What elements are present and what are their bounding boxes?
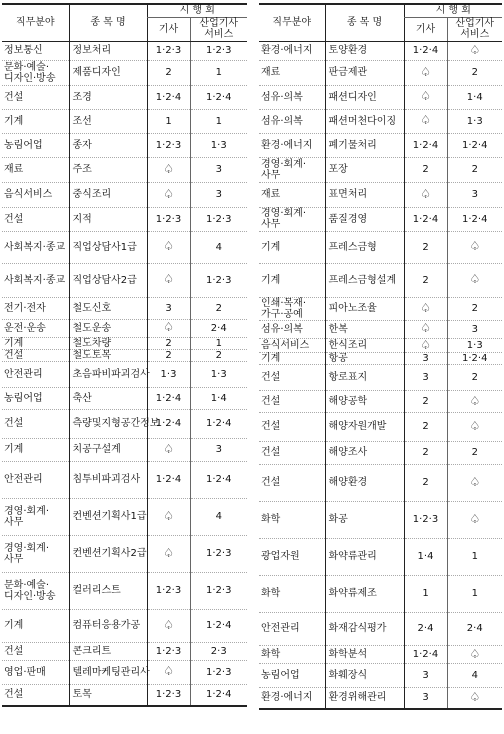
item-name-cell: 컬러리스트: [69, 572, 147, 609]
field-cell: 환경·에너지: [259, 41, 325, 60]
engineer-rounds-cell: 1·2·3: [147, 642, 190, 660]
engineer-rounds-cell: ♤: [147, 319, 190, 337]
engineer-rounds-cell: 1·2·4: [404, 645, 447, 663]
field-cell: 안전관리: [259, 612, 325, 645]
table-row: [259, 231, 502, 263]
industrial-rounds-cell: 1·2·3: [190, 207, 247, 231]
schedule-table-left: [2, 3, 247, 707]
engineer-rounds-cell: 1·4: [404, 538, 447, 575]
item-name-cell: 제품디자인: [69, 60, 147, 85]
field-cell: 기계: [2, 337, 69, 349]
field-cell: 문화·예술·디자인·방송: [2, 60, 69, 85]
field-cell: 안전관리: [2, 461, 69, 498]
engineer-rounds-cell: 2: [147, 60, 190, 85]
field-cell: 정보통신: [2, 41, 69, 60]
item-name-cell: 철도운송: [69, 319, 147, 337]
field-cell: 건설: [2, 409, 69, 438]
item-name-cell: 해양공학: [325, 390, 404, 412]
item-name-cell: 정보처리: [69, 41, 147, 60]
industrial-rounds-cell: 1: [190, 337, 247, 349]
item-name-cell: 화학분석: [325, 645, 404, 663]
table-row: [2, 297, 247, 319]
industrial-rounds-cell: 2·3: [190, 642, 247, 660]
industrial-rounds-cell: 2: [447, 364, 502, 390]
engineer-rounds-cell: ♤: [404, 320, 447, 338]
table-row: [259, 338, 502, 352]
table-row: [259, 390, 502, 412]
item-name-cell: 프레스금형: [325, 231, 404, 263]
item-name-cell: 철도차량: [69, 337, 147, 349]
item-name-cell: 텔레마케팅관리사: [69, 660, 147, 684]
engineer-rounds-cell: 1·2·3: [147, 41, 190, 60]
table-row: [259, 263, 502, 297]
item-name-cell: 치공구설계: [69, 438, 147, 461]
field-cell: 음식서비스: [259, 338, 325, 352]
field-cell: 섬유·의복: [259, 109, 325, 133]
engineer-rounds-cell: 1·3: [147, 361, 190, 387]
engineer-rounds-cell: ♤: [404, 182, 447, 207]
industrial-rounds-cell: 3: [190, 157, 247, 182]
engineer-rounds-cell: 1·2·4: [147, 387, 190, 409]
engineer-rounds-cell: ♤: [404, 297, 447, 320]
header-exam-round: 시 행 회: [147, 4, 247, 17]
table-row: [2, 157, 247, 182]
table-row: [259, 297, 502, 320]
field-cell: 경영·회계·사무: [2, 498, 69, 535]
table-row: [2, 498, 247, 535]
engineer-rounds-cell: ♤: [147, 660, 190, 684]
table-row: [259, 182, 502, 207]
item-name-cell: 토목: [69, 684, 147, 706]
table-row: [259, 364, 502, 390]
industrial-rounds-cell: 4: [190, 231, 247, 263]
table-row: [2, 409, 247, 438]
field-cell: 사회복지·종교: [2, 231, 69, 263]
item-name-cell: 화공: [325, 501, 404, 538]
industrial-rounds-cell: 1·2·4: [447, 352, 502, 364]
field-cell: 사회복지·종교: [2, 263, 69, 297]
item-name-cell: 표면처리: [325, 182, 404, 207]
field-cell: 기계: [2, 609, 69, 642]
engineer-rounds-cell: 1·2·3: [147, 684, 190, 706]
industrial-rounds-cell: 1·2·3: [190, 660, 247, 684]
industrial-rounds-cell: ♤: [447, 464, 502, 501]
table-row: [259, 645, 502, 663]
item-name-cell: 철도신호: [69, 297, 147, 319]
header-engineer: 기사: [404, 17, 447, 41]
engineer-rounds-cell: 2: [404, 231, 447, 263]
engineer-rounds-cell: 3: [404, 352, 447, 364]
engineer-rounds-cell: ♤: [147, 498, 190, 535]
field-cell: 재료: [259, 182, 325, 207]
engineer-rounds-cell: 1·2·4: [404, 133, 447, 157]
table-row: [259, 663, 502, 687]
industrial-rounds-cell: 2: [447, 60, 502, 85]
engineer-rounds-cell: 1·2·3: [147, 133, 190, 157]
item-name-cell: 초음파비파괴검사: [69, 361, 147, 387]
item-name-cell: 지적: [69, 207, 147, 231]
item-name-cell: 화약류관리: [325, 538, 404, 575]
field-cell: 경영·회계·사무: [259, 207, 325, 231]
industrial-rounds-cell: 1: [190, 109, 247, 133]
engineer-rounds-cell: 1·2·4: [147, 461, 190, 498]
engineer-rounds-cell: 1·2·4: [404, 41, 447, 60]
table-row: [259, 157, 502, 182]
field-cell: 건설: [2, 349, 69, 361]
industrial-rounds-cell: 1·3: [190, 361, 247, 387]
table-row: [2, 109, 247, 133]
table-row: [259, 441, 502, 464]
industrial-rounds-cell: 1·2·3: [190, 572, 247, 609]
table-row: [259, 612, 502, 645]
engineer-rounds-cell: ♤: [147, 438, 190, 461]
industrial-rounds-cell: 3: [190, 182, 247, 207]
table-row: [2, 319, 247, 337]
item-name-cell: 종자: [69, 133, 147, 157]
item-name-cell: 판금제관: [325, 60, 404, 85]
item-name-cell: 화재감식평가: [325, 612, 404, 645]
field-cell: 건설: [2, 642, 69, 660]
item-name-cell: 해양조사: [325, 441, 404, 464]
industrial-rounds-cell: ♤: [447, 390, 502, 412]
engineer-rounds-cell: ♤: [404, 85, 447, 109]
item-name-cell: 측량및지형공간정보: [69, 409, 147, 438]
item-name-cell: 컨벤션기획사2급: [69, 535, 147, 572]
table-row: [2, 60, 247, 85]
table-row: [2, 133, 247, 157]
industrial-rounds-cell: 3: [447, 182, 502, 207]
engineer-rounds-cell: 2·4: [404, 612, 447, 645]
engineer-rounds-cell: 3: [404, 364, 447, 390]
industrial-rounds-cell: 4: [447, 663, 502, 687]
industrial-rounds-cell: 1·3: [447, 109, 502, 133]
field-cell: 건설: [259, 464, 325, 501]
header-exam-round: 시 행 회: [404, 4, 502, 17]
industrial-rounds-cell: 1·4: [447, 85, 502, 109]
item-name-cell: 화훼장식: [325, 663, 404, 687]
engineer-rounds-cell: ♤: [147, 609, 190, 642]
schedule-table-right: [259, 3, 502, 710]
table-row: [2, 660, 247, 684]
engineer-rounds-cell: ♤: [147, 231, 190, 263]
item-name-cell: 축산: [69, 387, 147, 409]
item-name-cell: 피아노조율: [325, 297, 404, 320]
item-name-cell: 콘크리트: [69, 642, 147, 660]
header-industrial-engineer: 산업기사 서비스: [190, 17, 247, 41]
field-cell: 섬유·의복: [259, 320, 325, 338]
industrial-rounds-cell: 1·3: [447, 338, 502, 352]
industrial-rounds-cell: ♤: [447, 412, 502, 441]
header-item: 종 목 명: [69, 4, 147, 41]
engineer-rounds-cell: 2: [404, 412, 447, 441]
table-row: [259, 320, 502, 338]
table-row: [259, 501, 502, 538]
field-cell: 기계: [2, 438, 69, 461]
industrial-rounds-cell: ♤: [447, 231, 502, 263]
industrial-rounds-cell: ♤: [447, 501, 502, 538]
industrial-rounds-cell: 3: [447, 320, 502, 338]
header-field: 직무분야: [2, 4, 69, 41]
field-cell: 농림어업: [2, 387, 69, 409]
item-name-cell: 조선: [69, 109, 147, 133]
item-name-cell: 해양자원개발: [325, 412, 404, 441]
table-row: [2, 642, 247, 660]
table-row: [259, 41, 502, 60]
item-name-cell: 프레스금형설계: [325, 263, 404, 297]
field-cell: 섬유·의복: [259, 85, 325, 109]
table-row: [2, 684, 247, 706]
field-cell: 기계: [259, 263, 325, 297]
table-row: [2, 337, 247, 349]
table-row: [2, 609, 247, 642]
field-cell: 환경·에너지: [261, 692, 313, 704]
field-cell: 전기·전자: [2, 297, 69, 319]
industrial-rounds-cell: 1: [447, 575, 502, 612]
item-name-cell: 화약류제조: [325, 575, 404, 612]
industrial-rounds-cell: 2: [190, 349, 247, 361]
header-industrial-engineer: 산업기사 서비스: [447, 17, 502, 41]
industrial-rounds-cell: 1·2·4: [190, 461, 247, 498]
engineer-rounds-cell: 2: [404, 157, 447, 182]
engineer-rounds-cell: 3: [404, 687, 447, 709]
industrial-rounds-cell: 1·2·4: [447, 207, 502, 231]
engineer-rounds-cell: 1·2·3: [147, 207, 190, 231]
table-row: [259, 60, 502, 85]
field-cell: 기계: [2, 109, 69, 133]
engineer-rounds-cell: 1: [147, 109, 190, 133]
field-cell: 건설: [259, 412, 325, 441]
table-row: [259, 85, 502, 109]
industrial-rounds-cell: 2: [190, 297, 247, 319]
table-row: [2, 263, 247, 297]
item-name-cell: 컴퓨터응용가공: [69, 609, 147, 642]
field-cell: 환경·에너지: [259, 133, 325, 157]
table-row: [259, 412, 502, 441]
item-name-cell: 조경: [69, 85, 147, 109]
item-name-cell: 포장: [325, 157, 404, 182]
field-cell: 건설: [2, 85, 69, 109]
engineer-rounds-cell: 2: [404, 464, 447, 501]
field-cell: 건설: [259, 364, 325, 390]
item-name-cell: 중식조리: [69, 182, 147, 207]
field-cell: 화학: [259, 575, 325, 612]
industrial-rounds-cell: 1·2·4: [447, 133, 502, 157]
item-name-cell: 패션머천다이징: [325, 109, 404, 133]
field-cell: 건설: [259, 390, 325, 412]
table-row: [2, 85, 247, 109]
item-name-cell: 항로표지: [325, 364, 404, 390]
table-row: [259, 575, 502, 612]
field-cell: 건설: [259, 441, 325, 464]
item-name-cell: 주조: [69, 157, 147, 182]
industrial-rounds-cell: 4: [190, 498, 247, 535]
engineer-rounds-cell: 1·2·4: [147, 85, 190, 109]
field-cell: 영업·판매: [2, 660, 69, 684]
engineer-rounds-cell: ♤: [147, 263, 190, 297]
industrial-rounds-cell: ♤: [447, 687, 502, 709]
engineer-rounds-cell: ♤: [147, 157, 190, 182]
table-row: [259, 538, 502, 575]
field-cell: 재료: [2, 157, 69, 182]
industrial-rounds-cell: 3: [190, 438, 247, 461]
field-cell: 운전·운송: [2, 319, 69, 337]
table-row: [259, 133, 502, 157]
item-name-cell: 품질경영: [325, 207, 404, 231]
engineer-rounds-cell: ♤: [147, 535, 190, 572]
field-cell: 재료: [259, 60, 325, 85]
engineer-rounds-cell: 2: [147, 337, 190, 349]
engineer-rounds-cell: 2: [147, 349, 190, 361]
item-name-cell: 패션디자인: [325, 85, 404, 109]
field-cell: 화학: [259, 645, 325, 663]
industrial-rounds-cell: 2·4: [447, 612, 502, 645]
field-cell: 경영·회계·사무: [2, 535, 69, 572]
engineer-rounds-cell: 3: [147, 297, 190, 319]
industrial-rounds-cell: 1·2·3: [190, 263, 247, 297]
table-row: [2, 361, 247, 387]
field-cell: 안전관리: [2, 361, 69, 387]
field-cell: 건설: [4, 689, 24, 701]
field-cell: 음식서비스: [2, 182, 69, 207]
table-row: [2, 572, 247, 609]
field-cell: 기계: [259, 231, 325, 263]
industrial-rounds-cell: 2: [447, 297, 502, 320]
field-cell: 농림어업: [2, 133, 69, 157]
engineer-rounds-cell: 2: [404, 441, 447, 464]
table-row: [259, 464, 502, 501]
item-name-cell: 환경위해관리: [325, 687, 404, 709]
industrial-rounds-cell: 1·2·3: [190, 41, 247, 60]
table-row: [2, 535, 247, 572]
engineer-rounds-cell: ♤: [404, 338, 447, 352]
header-item: 종 목 명: [325, 4, 404, 41]
industrial-rounds-cell: 1·2·4: [190, 85, 247, 109]
engineer-rounds-cell: 3: [404, 663, 447, 687]
field-cell: 농림어업: [259, 663, 325, 687]
field-cell: 광업자원: [259, 538, 325, 575]
industrial-rounds-cell: 1·2·4: [190, 684, 247, 706]
item-name-cell: 직업상담사2급: [69, 263, 147, 297]
table-row: [2, 349, 247, 361]
industrial-rounds-cell: 1·3: [190, 133, 247, 157]
item-name-cell: 해양환경: [325, 464, 404, 501]
field-cell: 경영·회계·사무: [259, 157, 325, 182]
header-field: 직무분야: [259, 4, 325, 41]
item-name-cell: 철도토목: [69, 349, 147, 361]
header-engineer: 기사: [147, 17, 190, 41]
field-cell: 기계: [259, 352, 325, 364]
table-row: [259, 687, 502, 709]
engineer-rounds-cell: 1·2·4: [404, 207, 447, 231]
engineer-rounds-cell: 1·2·3: [404, 501, 447, 538]
engineer-rounds-cell: ♤: [404, 109, 447, 133]
table-row: [2, 207, 247, 231]
table-row: [259, 352, 502, 364]
table-row: [259, 109, 502, 133]
engineer-rounds-cell: 2: [404, 263, 447, 297]
table-row: [259, 207, 502, 231]
industrial-rounds-cell: ♤: [447, 263, 502, 297]
engineer-rounds-cell: 2: [404, 390, 447, 412]
engineer-rounds-cell: 1: [404, 575, 447, 612]
industrial-rounds-cell: 1: [447, 538, 502, 575]
item-name-cell: 직업상담사1급: [69, 231, 147, 263]
table-row: [2, 438, 247, 461]
item-name-cell: 항공: [325, 352, 404, 364]
table-row: [2, 182, 247, 207]
industrial-rounds-cell: ♤: [447, 41, 502, 60]
engineer-rounds-cell: ♤: [404, 60, 447, 85]
item-name-cell: 토양환경: [325, 41, 404, 60]
field-cell: 문화·예술·디자인·방송: [2, 572, 69, 609]
industrial-rounds-cell: 1·4: [190, 387, 247, 409]
industrial-rounds-cell: 1·2·3: [190, 535, 247, 572]
field-cell: 인쇄·목재·가구·공예: [259, 297, 325, 320]
industrial-rounds-cell: 2·4: [190, 319, 247, 337]
field-cell: 건설: [2, 207, 69, 231]
engineer-rounds-cell: ♤: [147, 182, 190, 207]
item-name-cell: 침투비파괴검사: [69, 461, 147, 498]
industrial-rounds-cell: 2: [447, 157, 502, 182]
item-name-cell: 한복: [325, 320, 404, 338]
engineer-rounds-cell: 1·2·3: [147, 572, 190, 609]
item-name-cell: 컨벤션기획사1급: [69, 498, 147, 535]
item-name-cell: 한식조리: [325, 338, 404, 352]
table-row: [2, 461, 247, 498]
field-cell: 화학: [259, 501, 325, 538]
industrial-rounds-cell: 2: [447, 441, 502, 464]
industrial-rounds-cell: 1: [190, 60, 247, 85]
table-row: [2, 41, 247, 60]
industrial-rounds-cell: 1·2·4: [190, 409, 247, 438]
industrial-rounds-cell: ♤: [447, 645, 502, 663]
table-row: [2, 231, 247, 263]
engineer-rounds-cell: 1·2·4: [147, 409, 190, 438]
table-row: [2, 387, 247, 409]
industrial-rounds-cell: 1·2·4: [190, 609, 247, 642]
item-name-cell: 폐기물처리: [325, 133, 404, 157]
